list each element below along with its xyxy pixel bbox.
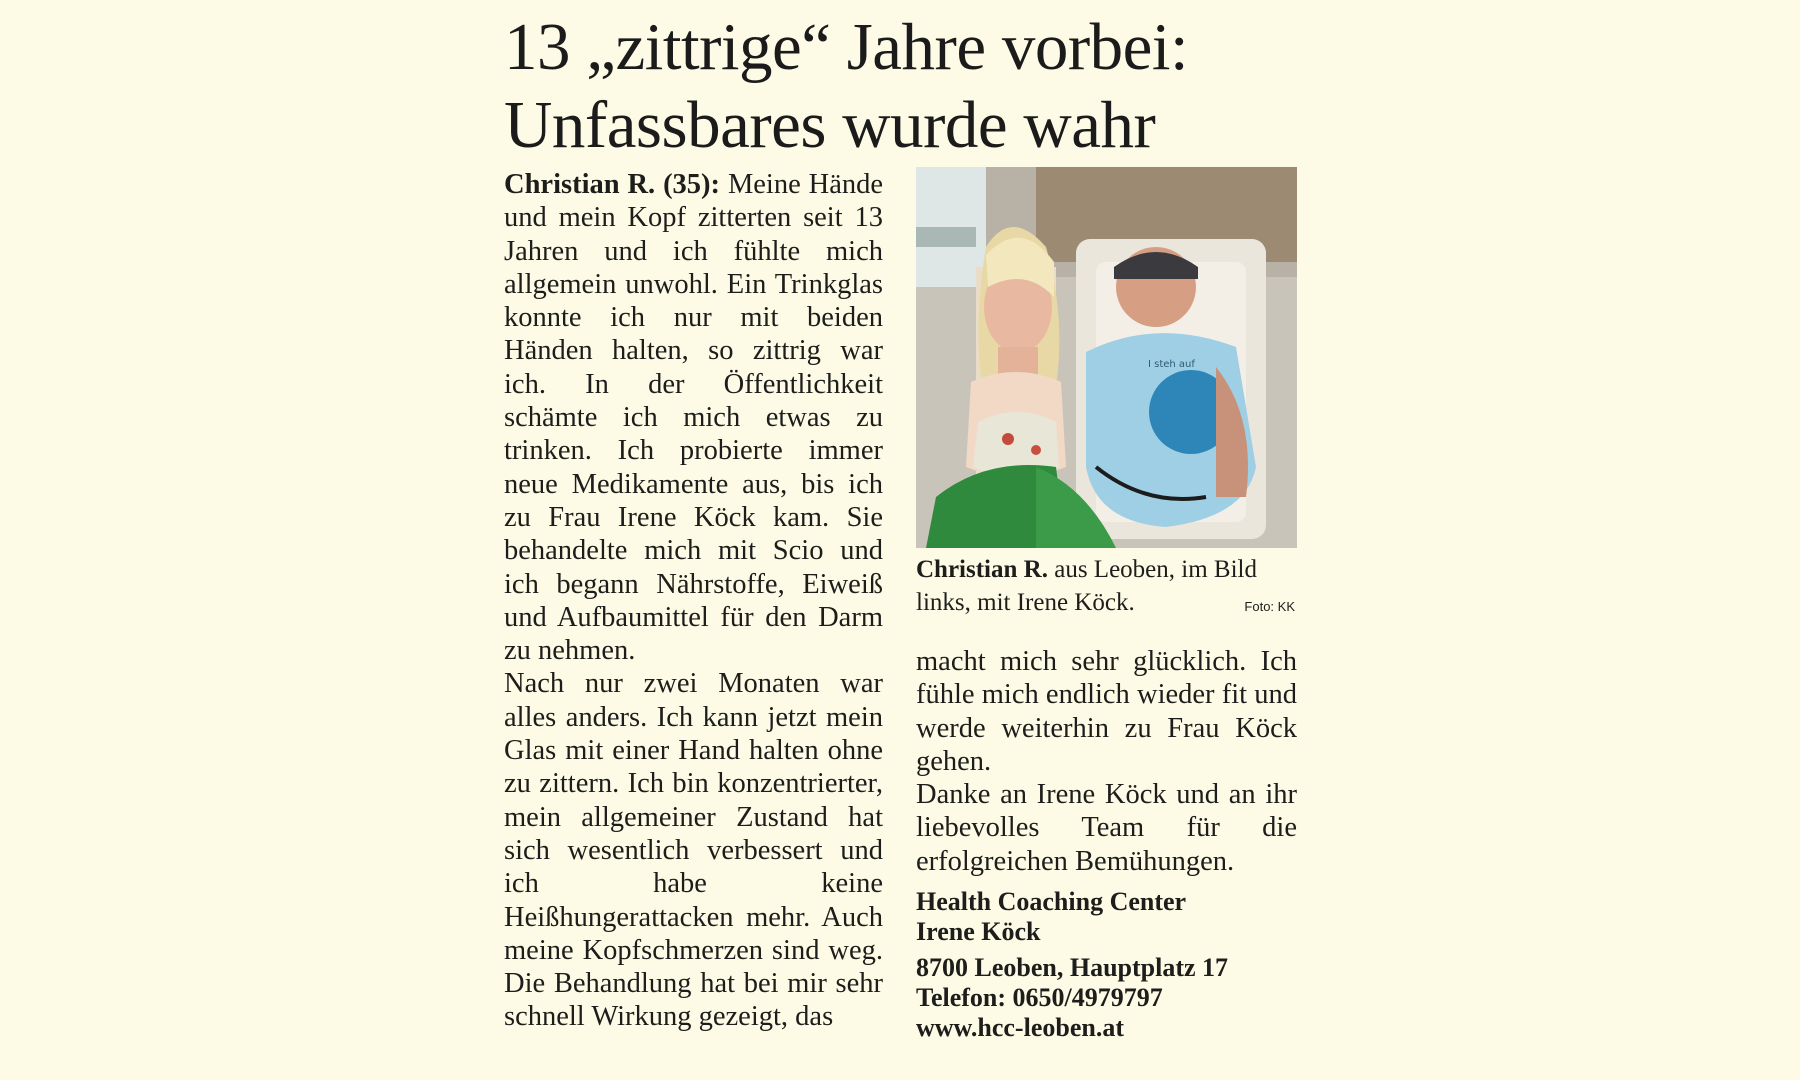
contact-company: Health Coaching Center bbox=[916, 887, 1187, 916]
article-paragraph-1 bbox=[504, 168, 883, 667]
contact-block bbox=[916, 887, 1316, 1043]
contact-website[interactable]: www.hcc-leoben.at bbox=[916, 1013, 1124, 1042]
caption-name: Christian R. bbox=[916, 556, 1048, 583]
article-column-left bbox=[504, 168, 883, 1034]
photo-caption bbox=[916, 553, 1297, 619]
article-photo bbox=[916, 167, 1297, 548]
headline bbox=[504, 8, 1324, 164]
article-column-right bbox=[916, 645, 1297, 878]
contact-person: Irene Köck bbox=[916, 917, 1041, 946]
contact-phone: Telefon: 0650/4979797 bbox=[916, 983, 1163, 1012]
headline-line-1: 13 „zittrige“ Jahre vorbei: bbox=[504, 10, 1189, 84]
photo-credit: Foto: KK bbox=[1244, 599, 1295, 614]
article-paragraph-2-end: macht mich sehr glücklich. Ich fühle mich endlich wieder fit und werde weiterhin zu Frau Köck gehen. bbox=[916, 646, 1297, 777]
article-paragraph-2-start: Nach nur zwei Monaten war alles anders. Ich kann jetzt mein Glas mit einer Hand halten ohne zu zittern. Ich bin konzentrierter, mein allgemeiner Zustand hat sich wesentlich verbessert und ich habe keine Heißhungerattacken mehr. Auch meine Kopfschmerzen sind weg. Die Behandlung hat bei mir sehr schnell Wirkung gezeigt, das bbox=[504, 668, 883, 1033]
caption-text: aus Leoben, im Bild links, mit Irene Köck. bbox=[916, 556, 1257, 616]
paragraph-1-text: Meine Hände und mein Kopf zitterten seit 13 Jahren und ich fühlte mich allgemein unwohl. Ein Trinkglas konnte ich nur mit beiden Händen halten, so zittrig war ich. In der Öffentlichkeit schämte ich mich etwas zu trinken. Ich probierte immer neue Medikamente aus, bis ich zu Frau Irene Köck kam. Sie behandelte mich mit Scio und ich begann Nährstoffe, Eiweiß und Aufbaumittel für den Darm zu nehmen. bbox=[504, 169, 884, 667]
article-paragraph-3: Danke an Irene Köck und an ihr liebevolles Team für die erfolgreichen Bemühungen. bbox=[916, 779, 1297, 877]
shirt-text: I steh auf bbox=[1148, 359, 1195, 370]
photo-illustration bbox=[916, 167, 1297, 548]
lead-name: Christian R. (35): bbox=[504, 169, 721, 200]
headline-line-2: Unfassbares wurde wahr bbox=[504, 88, 1156, 162]
contact-address: 8700 Leoben, Hauptplatz 17 bbox=[916, 953, 1229, 982]
